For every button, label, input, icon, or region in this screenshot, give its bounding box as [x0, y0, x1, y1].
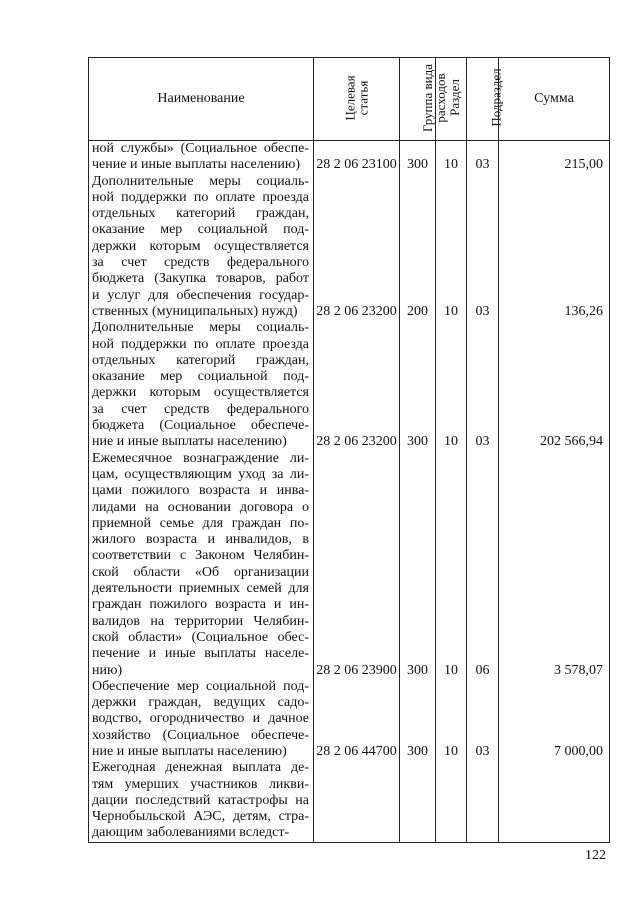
- header-sum: Сумма: [499, 58, 610, 141]
- row-name: [89, 320, 314, 450]
- row-name-line: оказание мер социальной под-: [92, 222, 309, 238]
- row-name-line: Ежемесячное вознаграждение ли-: [92, 450, 309, 466]
- row-name-line: бюджета (Социальное обеспече-: [92, 418, 309, 434]
- row-name-line: ной поддержки по оплате проезда: [92, 336, 309, 352]
- row-sum: 7 000,00: [499, 679, 610, 760]
- row-subsection: 03: [467, 320, 499, 450]
- row-name: [89, 679, 314, 760]
- row-name-line: Чернобыльской АЭС, детям, стра-: [92, 809, 309, 825]
- row-name-line: водство, огородничество и дачное: [92, 711, 309, 727]
- row-name-line: граждан пожилого возраста и ин-: [92, 597, 309, 613]
- row-sum: 3 578,07: [499, 451, 610, 679]
- row-section: [436, 760, 467, 842]
- table-header-row: [89, 58, 610, 141]
- table-row: [89, 174, 610, 321]
- row-target-article: 28 2 06 44700: [314, 679, 400, 760]
- row-name-line: отдельных категорий граждан,: [92, 352, 309, 368]
- page-number: 122: [585, 848, 606, 863]
- row-section: 10: [436, 174, 467, 321]
- row-name-line: лидами на основании договора о: [92, 499, 309, 515]
- row-name-line: за счет средств федерального: [92, 401, 309, 417]
- row-name-line: и услуг для обеспечения государ-: [92, 287, 309, 303]
- row-name-line: тям умерших участников ликви-: [92, 776, 309, 792]
- row-subsection: 06: [467, 451, 499, 679]
- header-expense-group: Группа вида расходов: [400, 58, 436, 141]
- row-subsection: 03: [467, 174, 499, 321]
- row-name-line: цами пожилого возраста и инва-: [92, 483, 309, 499]
- row-subsection: 03: [467, 679, 499, 760]
- row-sum: 136,26: [499, 174, 610, 321]
- row-name-line: дации последствий катастрофы на: [92, 792, 309, 808]
- header-subsection: Подраздел: [467, 58, 499, 141]
- row-name-line: оказание мер социальной под-: [92, 369, 309, 385]
- row-name-line: Ежегодная денежная выплата де-: [92, 760, 309, 776]
- table-row: [89, 451, 610, 679]
- row-name-line: хозяйство (Социальное обеспече-: [92, 727, 309, 743]
- row-expense-group: 200: [400, 174, 436, 321]
- row-name-line: за счет средств федерального: [92, 255, 309, 271]
- row-name-line: держки которым осуществляется: [92, 238, 309, 254]
- row-target-article: 28 2 06 23900: [314, 451, 400, 679]
- row-section: 10: [436, 679, 467, 760]
- row-name-line: деятельности приемных семей для: [92, 581, 309, 597]
- row-target-article: 28 2 06 23100: [314, 141, 400, 174]
- table-row: [89, 141, 610, 174]
- header-target-article: Целевая статья: [314, 58, 400, 141]
- row-expense-group: 300: [400, 679, 436, 760]
- row-section: 10: [436, 451, 467, 679]
- row-name-line: печение и иные выплаты населе-: [92, 646, 309, 662]
- row-name-line: ние и иные выплаты населению): [92, 434, 287, 450]
- row-name-line: Обеспечение мер социальной под-: [92, 678, 309, 694]
- row-name-line: ние и иные выплаты населению): [92, 743, 287, 759]
- row-name-line: Дополнительные меры социаль-: [92, 173, 309, 189]
- row-name-line: держки граждан, ведущих садо-: [92, 695, 309, 711]
- row-name-line: цам, осуществляющим уход за ли-: [92, 466, 309, 482]
- row-name-line: валидов на территории Челябин-: [92, 613, 309, 629]
- row-name-line: нию): [92, 662, 123, 678]
- header-name: Наименование: [89, 58, 314, 141]
- budget-table: [88, 57, 610, 843]
- row-name-line: чение и иные выплаты населению): [92, 157, 301, 173]
- row-expense-group: 300: [400, 141, 436, 174]
- row-name-line: ной службы» (Социальное обеспе-: [92, 141, 309, 156]
- row-name-line: бюджета (Закупка товаров, работ: [92, 271, 309, 287]
- row-name: [89, 141, 314, 174]
- row-name-line: ственных (муниципальных) нужд): [92, 303, 298, 319]
- row-sum: [499, 760, 610, 842]
- row-expense-group: 300: [400, 320, 436, 450]
- row-section: 10: [436, 320, 467, 450]
- row-expense-group: [400, 760, 436, 842]
- row-target-article: 28 2 06 23200: [314, 174, 400, 321]
- row-name-line: соответствии с Законом Челябин-: [92, 548, 309, 564]
- row-name-line: жилого возраста и инвалидов, в: [92, 532, 309, 548]
- row-name: [89, 451, 314, 679]
- row-name: [89, 174, 314, 321]
- row-name: [89, 760, 314, 842]
- row-name-line: ской области «Об организации: [92, 564, 309, 580]
- row-name-line: держки которым осуществляется: [92, 385, 309, 401]
- row-expense-group: 300: [400, 451, 436, 679]
- row-name-line: ской области» (Социальное обес-: [92, 629, 309, 645]
- row-subsection: 03: [467, 141, 499, 174]
- table-row: [89, 320, 610, 450]
- table-row: [89, 679, 610, 760]
- header-section: Раздел: [436, 58, 467, 141]
- row-name-line: ной поддержки по оплате проезда: [92, 189, 309, 205]
- table-row: [89, 760, 610, 842]
- row-name-line: приемной семье для граждан по-: [92, 515, 309, 531]
- row-name-line: Дополнительные меры социаль-: [92, 320, 309, 336]
- row-subsection: [467, 760, 499, 842]
- row-name-line: дающим заболеваниями вследст-: [92, 825, 290, 841]
- row-sum: 202 566,94: [499, 320, 610, 450]
- row-section: 10: [436, 141, 467, 174]
- row-target-article: [314, 760, 400, 842]
- row-sum: 215,00: [499, 141, 610, 174]
- row-target-article: 28 2 06 23200: [314, 320, 400, 450]
- row-name-line: отдельных категорий граждан,: [92, 206, 309, 222]
